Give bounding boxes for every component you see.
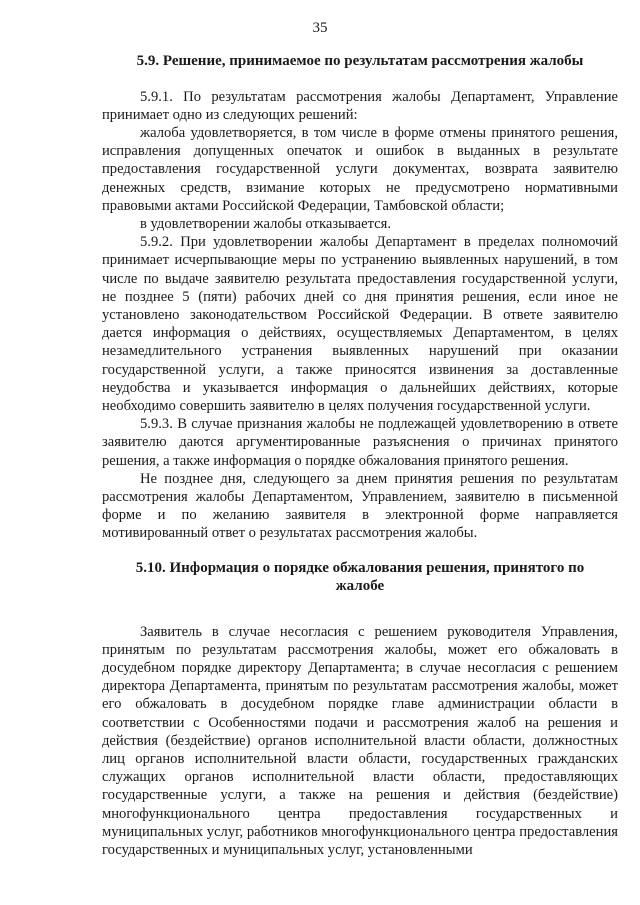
paragraph-response-deadline: Не позднее дня, следующего за днем принятия решения по результатам рассмотрения жалобы Департаментом, Управлением, заявителю в письменной форме и по желанию заявителя в электронной форме направляется мотивированный ответ о результатах рассмотрения жалобы.: [102, 470, 618, 542]
paragraph-5-9-2: 5.9.2. При удовлетворении жалобы Департамент в пределах полномочий принимает исчерпывающие меры по устранению выявленных нарушений, в том числе по выдаче заявителю результата предоставления государственной услуги, не позднее 5 (пяти) рабочих дней со дня принятия решения, если иное не установлено законодательством Российской Федерации. В ответе заявителю дается информация о действиях, осуществляемых Департаментом, в целях незамедлительного устранения выявленных нарушений при оказании государственной услуги, а также приносятся извинения за доставленные неудобства и указывается информация о дальнейших действиях, которые необходимо совершить заявителю в целях получения государственной услуги.: [102, 234, 618, 414]
page-number: 35: [312, 20, 328, 36]
paragraph-5-9-3: 5.9.3. В случае признания жалобы не подлежащей удовлетворению в ответе заявителю даются аргументированные разъяснения о причинах принятого решения, а также информация о порядке обжалования принятого решения.: [102, 416, 618, 469]
paragraph-satisfied: жалоба удовлетворяется, в том числе в форме отмены принятого решения, исправления допущенных опечаток и ошибок в выданных в результате предоставления государственной услуги документах, возврата заявителю денежных средств, взимание которых не предусмотрено нормативными правовыми актами Российской Федерации, Тамбовской области;: [102, 124, 618, 214]
paragraph-5-9-1: 5.9.1. По результатам рассмотрения жалобы Департамент, Управление принимает одно из следующих решений:: [102, 88, 618, 123]
paragraph-rejected: в удовлетворении жалобы отказывается.: [140, 215, 392, 232]
section-5-10-heading: 5.10. Информация о порядке обжалования решения, принятого по жалобе: [135, 559, 585, 595]
document-body: [102, 52, 618, 859]
paragraph-appeal-procedure: Заявитель в случае несогласия с решением руководителя Управления, принятым по результатам рассмотрения жалобы, может его обжаловать в досудебном порядке директору Департамента; в случае несогласия с решением директора Департамента, принятым по результатам рассмотрения жалобы, может его обжаловать в досудебном порядке главе администрации области в соответствии с Особенностями подачи и рассмотрения жалоб на решения и действия (бездействие) органов исполнительной власти области, должностных лиц органов исполнительной власти области, государственных гражданских служащих органов исполнительной власти области, предоставляющих государственные услуги, а также на решения и действия (бездействие) многофункционального центра предоставления государственных и муниципальных услуг, работников многофункционального центра предоставления государственных и муниципальных услуг, установленными: [102, 623, 618, 859]
section-5-9-heading: 5.9. Решение, принимаемое по результатам рассмотрения жалобы: [136, 53, 584, 69]
